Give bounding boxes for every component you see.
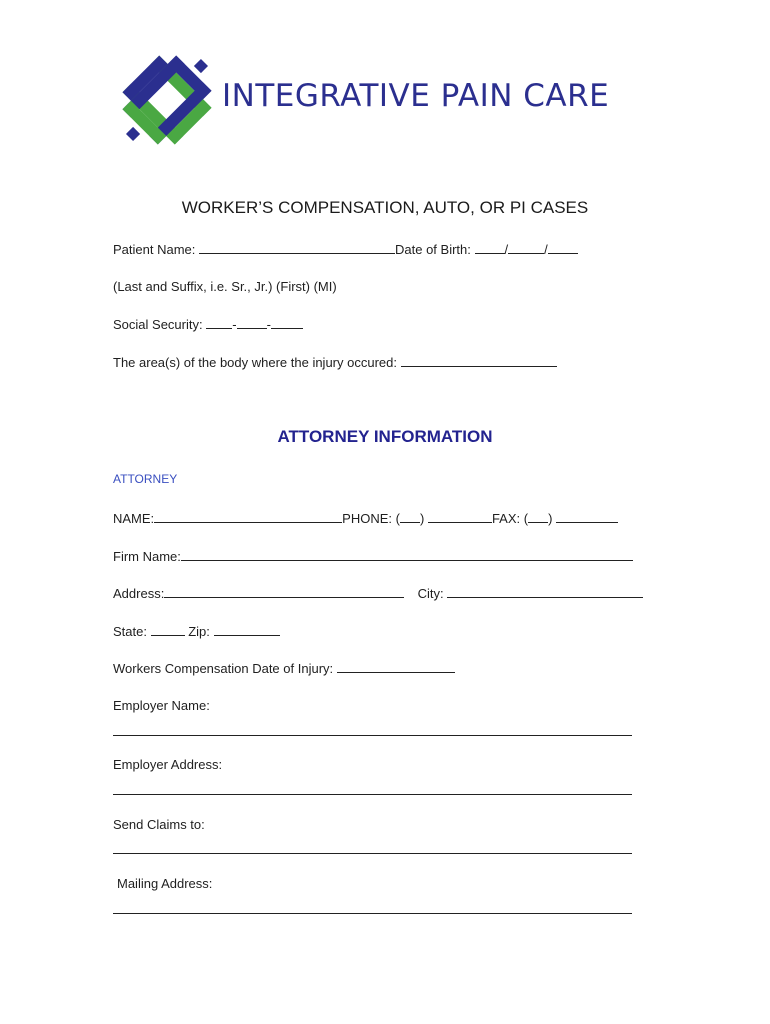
attorney-subtitle: ATTORNEY [113,472,178,486]
state-label: State: [113,624,147,639]
address-city-row [113,585,643,601]
fax-area-close: ) [548,511,553,526]
phone-label: PHONE: [342,511,393,526]
patient-name-label: Patient Name: [113,242,196,257]
phone-area-close: ) [419,511,425,526]
fax-label: FAX: [491,511,521,526]
city-field[interactable] [447,585,643,598]
send-claims-field[interactable] [113,853,632,854]
firm-name-field[interactable] [181,548,633,561]
ssn-part1-field[interactable] [206,316,232,329]
ssn-separator: - [266,317,271,332]
fax-area-open: ( [523,511,529,526]
employer-name-field[interactable] [113,735,632,736]
phone-area-field[interactable] [400,510,420,523]
employer-name-label: Employer Name: [113,698,210,713]
ssn-row [113,316,303,332]
injury-area-field[interactable] [401,354,557,367]
attorney-section-title: ATTORNEY INFORMATION [277,427,493,446]
attorney-name-label: NAME: [113,511,155,526]
injury-area-row [113,354,557,370]
attorney-name-field[interactable] [154,510,342,523]
firm-name-label: Firm Name: [113,549,181,564]
zip-field[interactable] [214,623,280,636]
send-claims-label: Send Claims to: [113,817,205,832]
employer-address-label: Employer Address: [113,757,223,772]
city-label: City: [417,586,444,601]
state-zip-row [113,623,280,639]
wc-injury-date-label: Workers Compensation Date of Injury: [113,661,334,676]
phone-area-open: ( [395,511,400,526]
wc-injury-date-field[interactable] [337,660,455,673]
dob-separator: / [544,242,548,257]
name-format-hint: (Last and Suffix, i.e. Sr., Jr.) (First) (MI) [113,279,337,294]
dob-separator: / [504,242,509,257]
attorney-contact-row [113,510,618,526]
fax-area-field[interactable] [528,510,548,523]
ssn-label: Social Security: [113,317,203,332]
phone-number-field[interactable] [428,510,492,523]
patient-name-field[interactable] [199,241,395,254]
injury-area-label: The area(s) of the body where the injury occured: [113,355,397,370]
ssn-separator: - [232,317,237,332]
ssn-part2-field[interactable] [237,316,267,329]
fax-number-field[interactable] [556,510,618,523]
address-label: Address: [113,586,165,601]
ssn-part3-field[interactable] [271,316,303,329]
employer-address-field[interactable] [113,794,632,795]
dob-year-field[interactable] [548,241,578,254]
patient-name-row [113,241,578,257]
zip-label: Zip: [188,624,210,639]
interlocking-knot-logo-icon [112,44,222,156]
firm-name-row [113,548,633,564]
form-title: WORKER’S COMPENSATION, AUTO, OR PI CASES [181,198,589,217]
mailing-address-label: Mailing Address: [117,876,213,891]
brand-name: INTEGRATIVE PAIN CARE [222,78,610,114]
state-field[interactable] [151,623,185,636]
dob-day-field[interactable] [508,241,544,254]
dob-label: Date of Birth: [395,242,471,257]
mailing-address-field[interactable] [113,913,632,914]
address-field[interactable] [164,585,404,598]
wc-injury-date-row [113,660,455,676]
dob-month-field[interactable] [475,241,505,254]
